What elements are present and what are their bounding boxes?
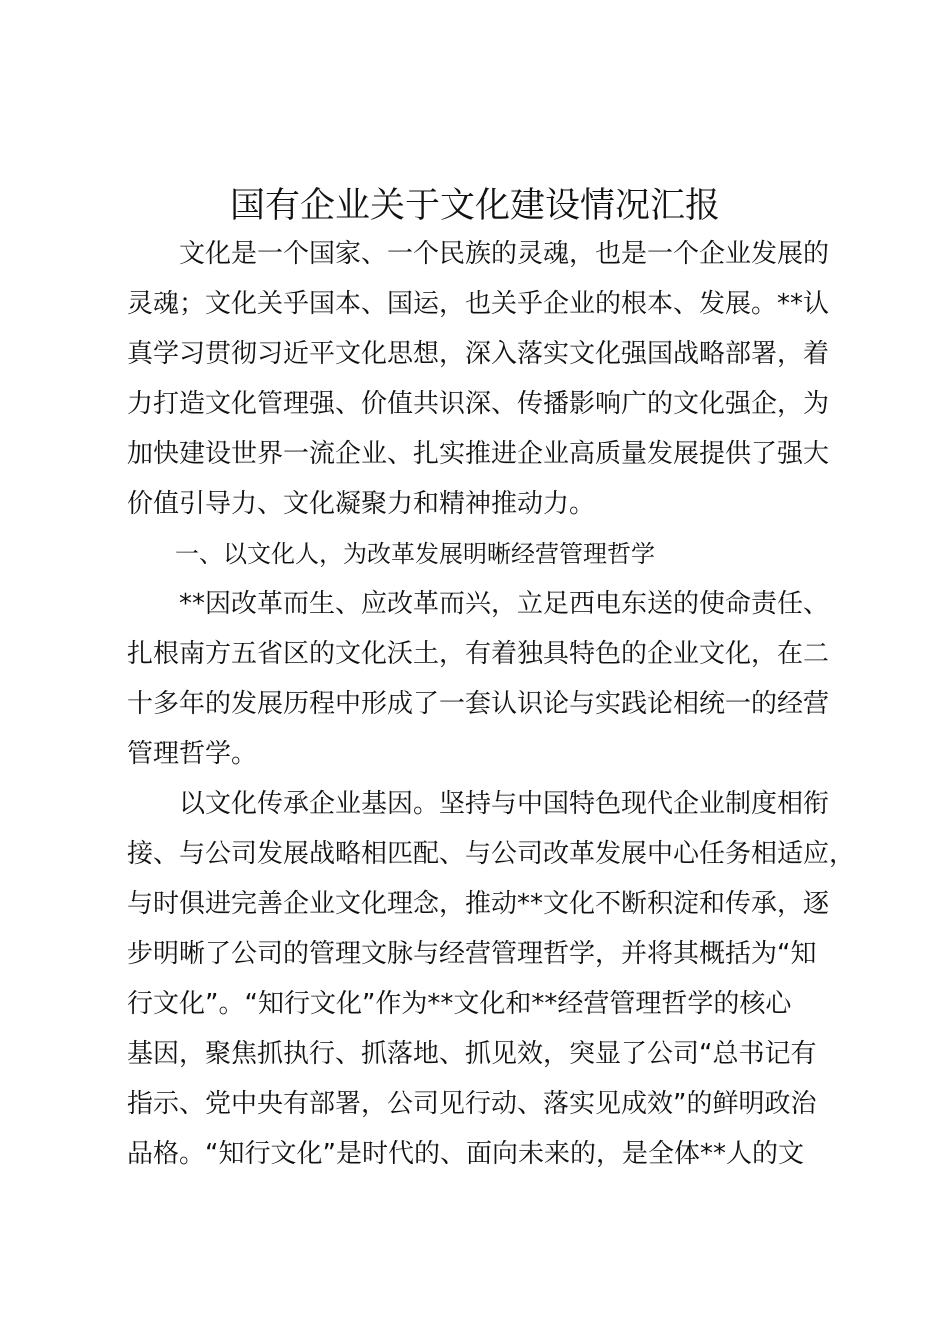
paragraph-line: 接、与公司发展战略相匹配、与公司改革发展中心任务相适应， — [127, 839, 856, 869]
paragraph-line: 以文化传承企业基因。坚持与中国特色现代企业制度相衔 — [127, 789, 830, 819]
paragraph-line: 与时俱进完善企业文化理念，推动**文化不断积淀和传承，逐 — [127, 889, 830, 919]
section-heading: 一、以文化人，为改革发展明晰经营管理哲学 — [127, 540, 655, 568]
paragraph-line: 十多年的发展历程中形成了一套认识论与实践论相统一的经营 — [127, 689, 830, 719]
paragraph-line: 基因，聚焦抓执行、抓落地、抓见效，突显了公司“总书记有 — [127, 1039, 817, 1069]
paragraph-line: 步明晰了公司的管理文脉与经营管理哲学，并将其概括为“知 — [127, 939, 817, 969]
paragraph-line: 价值引导力、文化凝聚力和精神推动力。 — [127, 489, 596, 519]
paragraph-line: 品格。“知行文化”是时代的、面向未来的，是全体**人的文 — [127, 1139, 804, 1169]
paragraph-line: 指示、党中央有部署，公司见行动、落实见成效”的鲜明政治 — [127, 1089, 817, 1119]
paragraph-line: 行文化”。“知行文化”作为**文化和**经营管理哲学的核心 — [127, 989, 792, 1019]
paragraph-line: 加快建设世界一流企业、扎实推进企业高质量发展提供了强大 — [127, 439, 830, 469]
paragraph-line: 力打造文化管理强、价值共识深、传播影响广的文化强企，为 — [127, 389, 830, 419]
paragraph-line: **因改革而生、应改革而兴，立足西电东送的使命责任、 — [127, 589, 830, 619]
document-title: 国有企业关于文化建设情况汇报 — [229, 186, 720, 226]
paragraph-line: 真学习贯彻习近平文化思想，深入落实文化强国战略部署，着 — [127, 339, 830, 369]
paragraph-line: 管理哲学。 — [127, 739, 258, 769]
paragraph-line: 文化是一个国家、一个民族的灵魂，也是一个企业发展的 — [127, 239, 830, 269]
paragraph-line: 扎根南方五省区的文化沃土，有着独具特色的企业文化，在二 — [127, 639, 830, 669]
paragraph-line: 灵魂；文化关乎国本、国运，也关乎企业的根本、发展。**认 — [127, 289, 830, 319]
